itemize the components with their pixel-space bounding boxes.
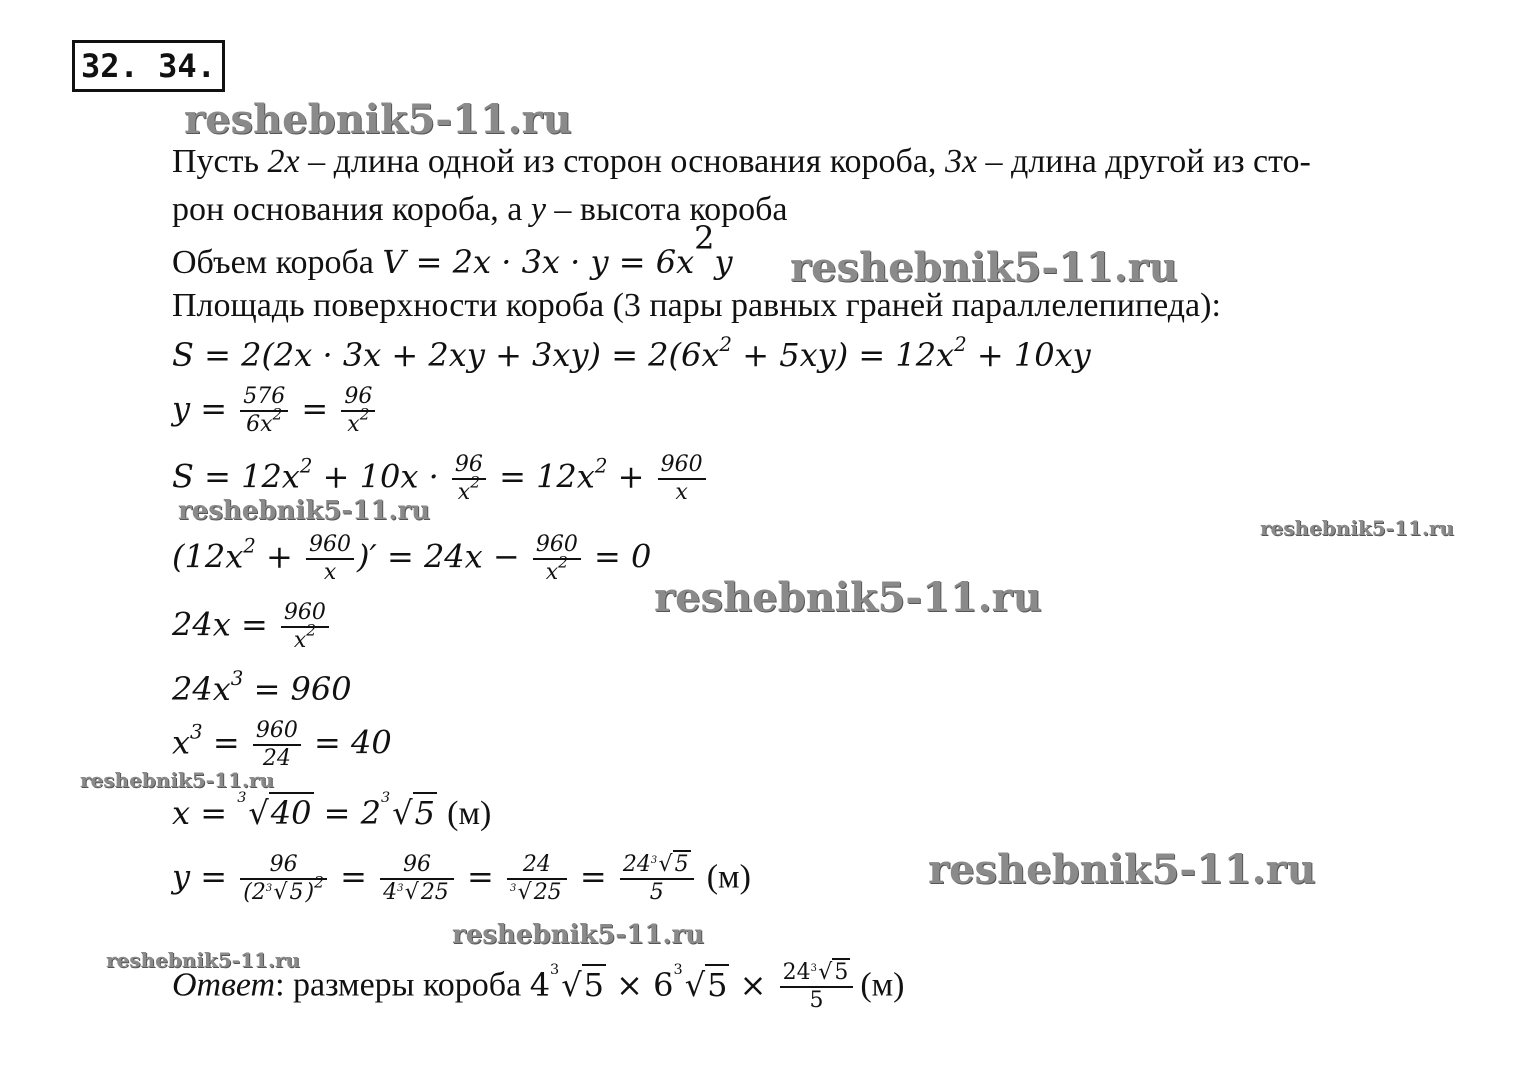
fraction: $\frac{960}{x^2}$ xyxy=(281,600,329,654)
fraction: $\frac{960}{24}$ xyxy=(253,718,301,772)
answer-line: Ответ: размеры короба 4 3 √5 × 6 3 √5 × 24 3 √5 5 (м) xyxy=(172,960,905,1013)
volume-line: Объем короба $V = 2x \cdot 3x \cdot y = 6x^2y$ xyxy=(172,219,733,281)
equation-x: x = 3 √40 = 2 3 √5 (м) xyxy=(172,790,492,832)
cube-root: 3 √5 xyxy=(265,880,304,905)
cube-root: 3 √5 xyxy=(650,852,689,877)
text-line-2: рон основания короба, а y – высота короба xyxy=(172,191,788,228)
watermark: reshebnik5-11.ru xyxy=(106,948,300,972)
text-line-1: Пусть 2x – длина одной из сторон основания короба, 3x – длина другой из сто- xyxy=(172,143,1311,180)
cube-root: 3 √40 xyxy=(237,790,312,832)
watermark: reshebnik5-11.ru xyxy=(790,244,1178,291)
equation-24x: 24x = $\frac{960}{x^2}$ xyxy=(172,600,332,654)
cube-root: 3 √25 xyxy=(509,880,562,905)
cube-root: 3 √5 xyxy=(673,961,728,1004)
fraction: $\frac{960}{x}$ xyxy=(658,452,706,506)
fraction: $\frac{96}{x^2}$ xyxy=(341,384,375,438)
cube-root: 3 √5 xyxy=(550,961,604,1004)
fraction: 24 3 √5 5 xyxy=(780,960,854,1014)
watermark: reshebnik5-11.ru xyxy=(452,920,705,950)
watermark: reshebnik5-11.ru xyxy=(80,768,274,792)
watermark: reshebnik5-11.ru xyxy=(654,574,1042,621)
problem-number: 32. 34. xyxy=(72,40,225,92)
fraction: 96 (2 3 √5)$^2$ xyxy=(240,852,327,906)
equation-y: y = 96 (2 3 √5)$^2$ = 96 4 3 √25 = 24 3 √25 = 24 3 √5 5 (м) xyxy=(172,852,751,905)
cube-root: 3 √5 xyxy=(810,960,849,985)
y-equation: y = $\frac{576}{6x^2}$ = $\frac{96}{x^2}$ xyxy=(172,384,378,438)
cube-root: 3 √25 xyxy=(397,880,449,905)
surface-equation: $S = 2(2x \cdot 3x + 2xy + 3xy) = 2(6x^2 + 5xy) = 12x^2 + 10xy$ xyxy=(172,333,1091,374)
watermark: reshebnik5-11.ru xyxy=(184,96,572,143)
cube-root: 3 √5 xyxy=(381,790,435,832)
fraction: $\frac{576}{6x^2}$ xyxy=(240,384,288,438)
fraction: 24 3 √5 5 xyxy=(620,852,694,906)
surface-substituted: $S = 12x^2 + 10x$ · $\frac{96}{x^2}$ = $12x^2$ + $\frac{960}{x}$ xyxy=(172,452,709,506)
fraction: 24 3 √25 xyxy=(507,852,567,906)
equation-24x3: $24x^3 = 960$ xyxy=(172,667,352,708)
watermark: reshebnik5-11.ru xyxy=(928,846,1316,893)
equation-x3: $x^3$ = $\frac{960}{24}$ = 40 xyxy=(172,718,392,771)
watermark: reshebnik5-11.ru xyxy=(178,496,431,526)
fraction: 96 4 3 √25 xyxy=(380,852,454,906)
derivative-equation: ($12x^2$ + $\frac{960}{x}$ )′ = 24x − $\frac{960}{x^2}$ = 0 xyxy=(172,532,652,585)
fraction: $\frac{960}{x}$ xyxy=(306,532,354,586)
fraction: $\frac{960}{x^2}$ xyxy=(533,532,581,586)
text-line-4: Площадь поверхности короба (3 пары равных граней параллелепипеда): xyxy=(172,287,1221,324)
watermark: reshebnik5-11.ru xyxy=(1260,516,1454,540)
fraction: $\frac{96}{x^2}$ xyxy=(452,452,486,506)
